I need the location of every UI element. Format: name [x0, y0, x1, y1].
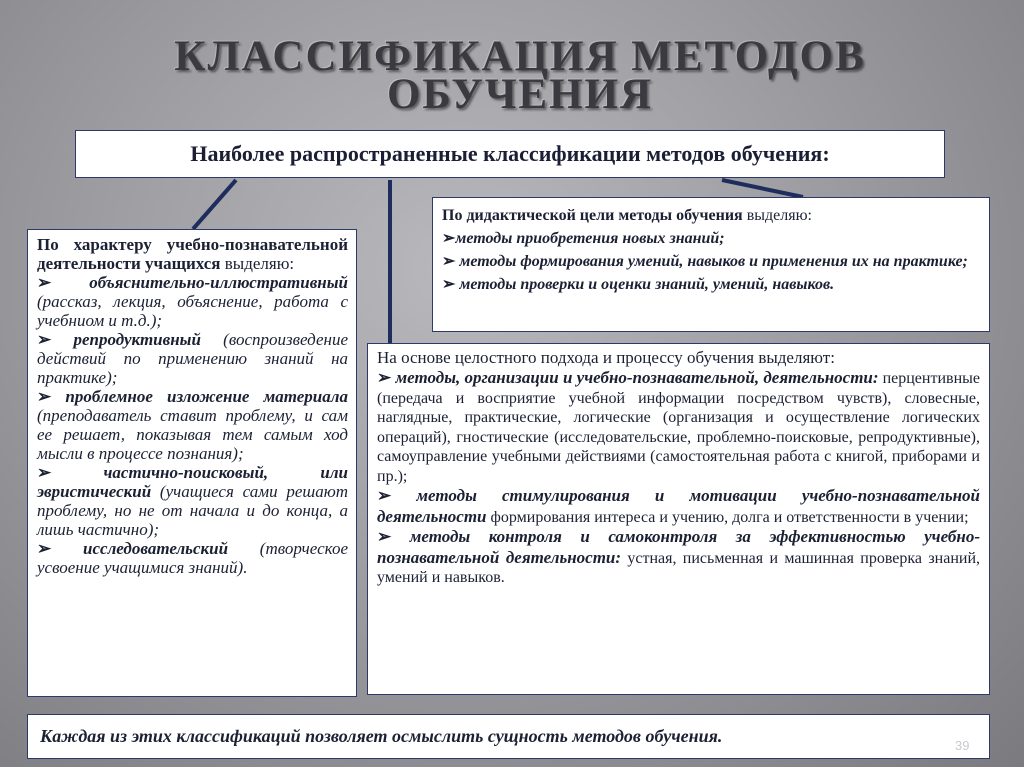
didactic-intro-bold: По дидактической цели методы обучения — [442, 207, 743, 224]
list-item — [377, 486, 980, 527]
item-name: частично-поисковый, или эвристический — [37, 463, 349, 501]
item-name: репродуктивный — [73, 330, 201, 349]
list-item — [37, 539, 348, 577]
list-item — [37, 330, 348, 387]
left-intro-bold: По характеру учебно-познавательной деятельности учащихся — [37, 235, 348, 273]
item-name: объяснительно-иллюстративный — [89, 273, 348, 292]
item-text: методы формирования умений, навыков и применения их на практике; — [455, 253, 968, 270]
slide-title-line1: КЛАССИФИКАЦИЯ МЕТОДОВ — [174, 33, 866, 80]
item-text: методы проверки и оценки знаний, умений, навыков. — [455, 276, 835, 293]
left-intro-rest: выделяю: — [220, 254, 295, 273]
list-item — [377, 368, 980, 486]
connector-left — [193, 180, 236, 229]
item-desc: (преподаватель ставит проблему, и сам ее решает, показывая тем самым ход мысли в процессе познания); — [37, 406, 348, 463]
bullet-arrow-icon: ➢ — [37, 273, 52, 292]
item-desc: (воспроизведение действий по применению знаний на практике); — [37, 330, 348, 387]
item-name: методы контроля и самоконтроля за эффективностью учебно-познавательной деятельности: — [377, 527, 980, 567]
item-name: проблемное изложение материала — [65, 387, 348, 406]
left-intro — [37, 235, 348, 273]
list-item — [442, 250, 981, 273]
item-name: методы стимулирования и мотивации учебно-познавательной деятельности — [377, 486, 980, 526]
item-desc: формирования интереса и учению, долга и ответственности в учении; — [486, 508, 969, 526]
connector-right — [722, 180, 803, 197]
bullet-arrow-icon: ➢ — [442, 230, 456, 247]
item-desc: перцентивные (передача и восприятие учебной информации посредством чувств), словесные, наглядные, практические, логические (организация и осуществление логических операций), гностические (исследовательские, проблемно-поисковые, репродуктивные), самоуправление учебными действиями (самостоятельная работа с книгой, приборами и пр.); — [377, 370, 980, 485]
bullet-arrow-icon: ➢ — [377, 527, 392, 546]
slide-title-line2: ОБУЧЕНИЯ — [386, 71, 654, 118]
holistic-classification-box — [367, 343, 990, 695]
bullet-arrow-icon: ➢ — [442, 253, 456, 270]
holistic-intro: На основе целостного подхода и процессу обучения выделяют: — [377, 348, 835, 367]
list-item — [37, 387, 348, 463]
footer-box — [27, 714, 990, 759]
left-classification-box — [27, 229, 357, 697]
item-desc: (учащиеся сами решают проблему, но не от начала и до конца, а лишь частично); — [37, 482, 348, 539]
item-desc: (творческое усвоение учащимися знаний). — [37, 539, 349, 577]
bullet-arrow-icon: ➢ — [377, 368, 392, 387]
item-name: исследовательский — [83, 539, 229, 558]
header-text: Наиболее распространенные классификации методов обучения: — [190, 141, 830, 166]
page-number: 39 — [955, 738, 970, 753]
item-name: методы, организации и учебно-познавательной, деятельности: — [391, 368, 879, 387]
didactic-classification-box — [432, 197, 990, 332]
slide-title — [120, 33, 920, 118]
list-item — [37, 463, 348, 539]
item-desc: (рассказ, лекция, объяснение, работа с учебниом и т.д.); — [37, 292, 348, 330]
item-text: методы приобретения новых знаний; — [455, 230, 725, 247]
bullet-arrow-icon: ➢ — [37, 330, 52, 349]
list-item — [37, 273, 348, 330]
didactic-intro — [442, 204, 981, 227]
bullet-arrow-icon: ➢ — [37, 539, 52, 558]
bullet-arrow-icon: ➢ — [37, 463, 52, 482]
item-desc: устная, письменная и машинная проверка знаний, умений и навыков. — [377, 549, 981, 586]
bullet-arrow-icon: ➢ — [442, 276, 456, 293]
bullet-arrow-icon: ➢ — [37, 387, 52, 406]
bullet-arrow-icon: ➢ — [377, 486, 392, 505]
header-box — [75, 130, 945, 178]
didactic-intro-rest: выделяю: — [742, 207, 812, 224]
list-item — [377, 527, 980, 588]
list-item — [442, 273, 981, 296]
footer-text: Каждая из этих классификаций позволяет осмыслить сущность методов обучения. — [40, 726, 723, 746]
list-item — [442, 227, 981, 250]
